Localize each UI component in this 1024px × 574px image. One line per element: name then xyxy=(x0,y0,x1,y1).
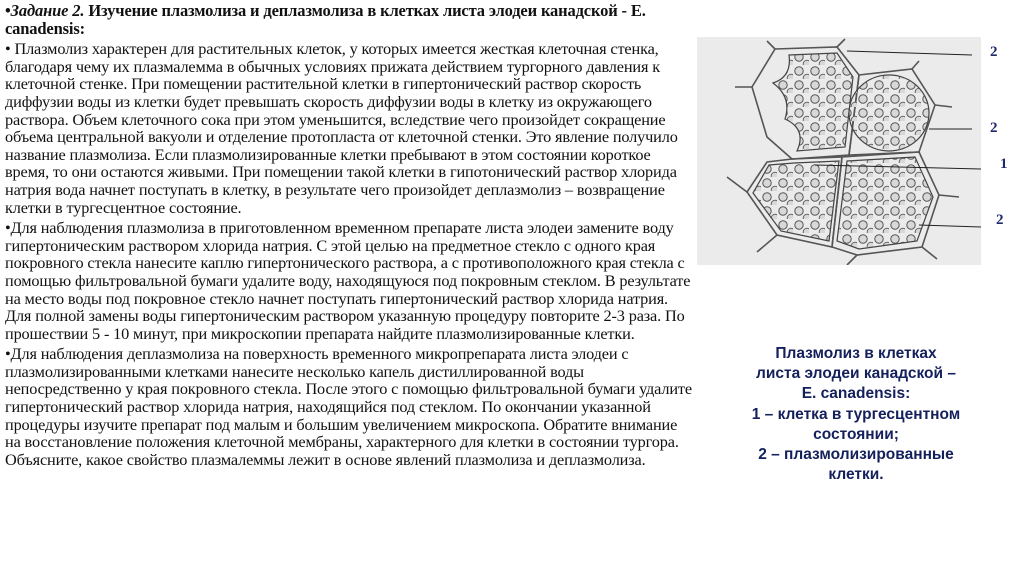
figure-caption xyxy=(706,344,1006,485)
task-label: Задание 2. xyxy=(10,1,85,20)
task-title xyxy=(5,2,693,37)
title-text: Изучение плазмолиза и деплазмолиза в клетках листа элодеи канадской - E. canadensis: xyxy=(5,1,646,38)
caption-line: состоянии; xyxy=(813,425,899,443)
title-bullet: • xyxy=(5,1,11,20)
paragraph-deplasmolysis-procedure: •Для наблюдения деплазмолиза на поверхность временного микропрепарата листа элодеи с плазмолизированными клетками нанесите несколько капель дистиллированной воды непосредственно у края покровного стекла. После этого с помощью фильтровальной бумаги удалите гипертонический раствор хлорида натрия, находящийся под стеклом. По окончании указанной процедуры изучите препарат под малым и большим увеличением микроскопа. Обратите внимание на восстановление положения клеточной мембраны, характерного для клетки в состоянии тургора. Объясните, какое свойство плазмалеммы лежит в основе явлений плазмолиза и деплазмолиза. xyxy=(5,344,692,469)
caption-line: 2 – плазмолизированные xyxy=(758,446,954,464)
paragraph-plasmolysis-procedure: •Для наблюдения плазмолиза в приготовленном временном препарате листа элодеи замените воду гипертоническим раствором хлорида натрия. С этой целью на предметное стекло с одного края покровного стекла нанесите каплю гипертонического раствора, а с противоположного края стекла с помощью фильтровальной бумаги удалите воду, находящуюся под покровным стеклом. В результате на место воды под покровное стекло начнет поступать гипертонический раствор хлорида натрия. Для полной замены воды гипертоническим раствором указанную процедуру повторите 2-3 раза. По прошествии 5 - 10 минут, при микроскопии препарата найдите плазмолизированные клетки. xyxy=(5,218,691,343)
cell-drawing-icon xyxy=(697,37,981,265)
elodea-cells-illustration xyxy=(697,37,981,265)
figure-label-plasmolyzed-1: 2 xyxy=(990,44,998,60)
figure-label-turgescent: 1 xyxy=(1000,156,1008,172)
task-text-column xyxy=(5,2,693,471)
caption-line: Плазмолиз в клетках xyxy=(775,345,937,362)
caption-line: E. canadensis: xyxy=(801,385,911,403)
paragraph-plasmolysis-theory: • Плазмолиз характерен для растительных клеток, у которых имеется жесткая клеточная стенка, благодаря чему их плазмалемма в обычных условиях прижата действием тургорного давления к клеточной стенке. При помещении растительной клетки в гипертонический раствор скорость диффузии воды из клетки будет превышать скорость диффузии воды в клетку из окружающего раствора. Объем клеточного сока при этом уменьшится, вследствие чего произойдет сокращение объема центральной вакуоли и отделение протопласта от клеточной стенки. Это явление получило название плазмолиза. Если плазмолизированные клетки пребывают в этом состоянии короткое время, то они остаются живыми. При помещении такой клетки в гипотонический раствор хлорида натрия вода начнет поступать в клетку, в результате чего произойдет деплазмолиз – возвращение клетки в тургесцентное состояние. xyxy=(5,39,678,217)
caption-line: клетки. xyxy=(828,466,884,484)
figure-label-plasmolyzed-3: 2 xyxy=(996,212,1004,228)
figure-label-plasmolyzed-2: 2 xyxy=(990,120,998,136)
caption-line: 1 – клетка в тургесцентном xyxy=(751,405,961,423)
caption-line: листа элодеи канадской – xyxy=(756,365,956,383)
